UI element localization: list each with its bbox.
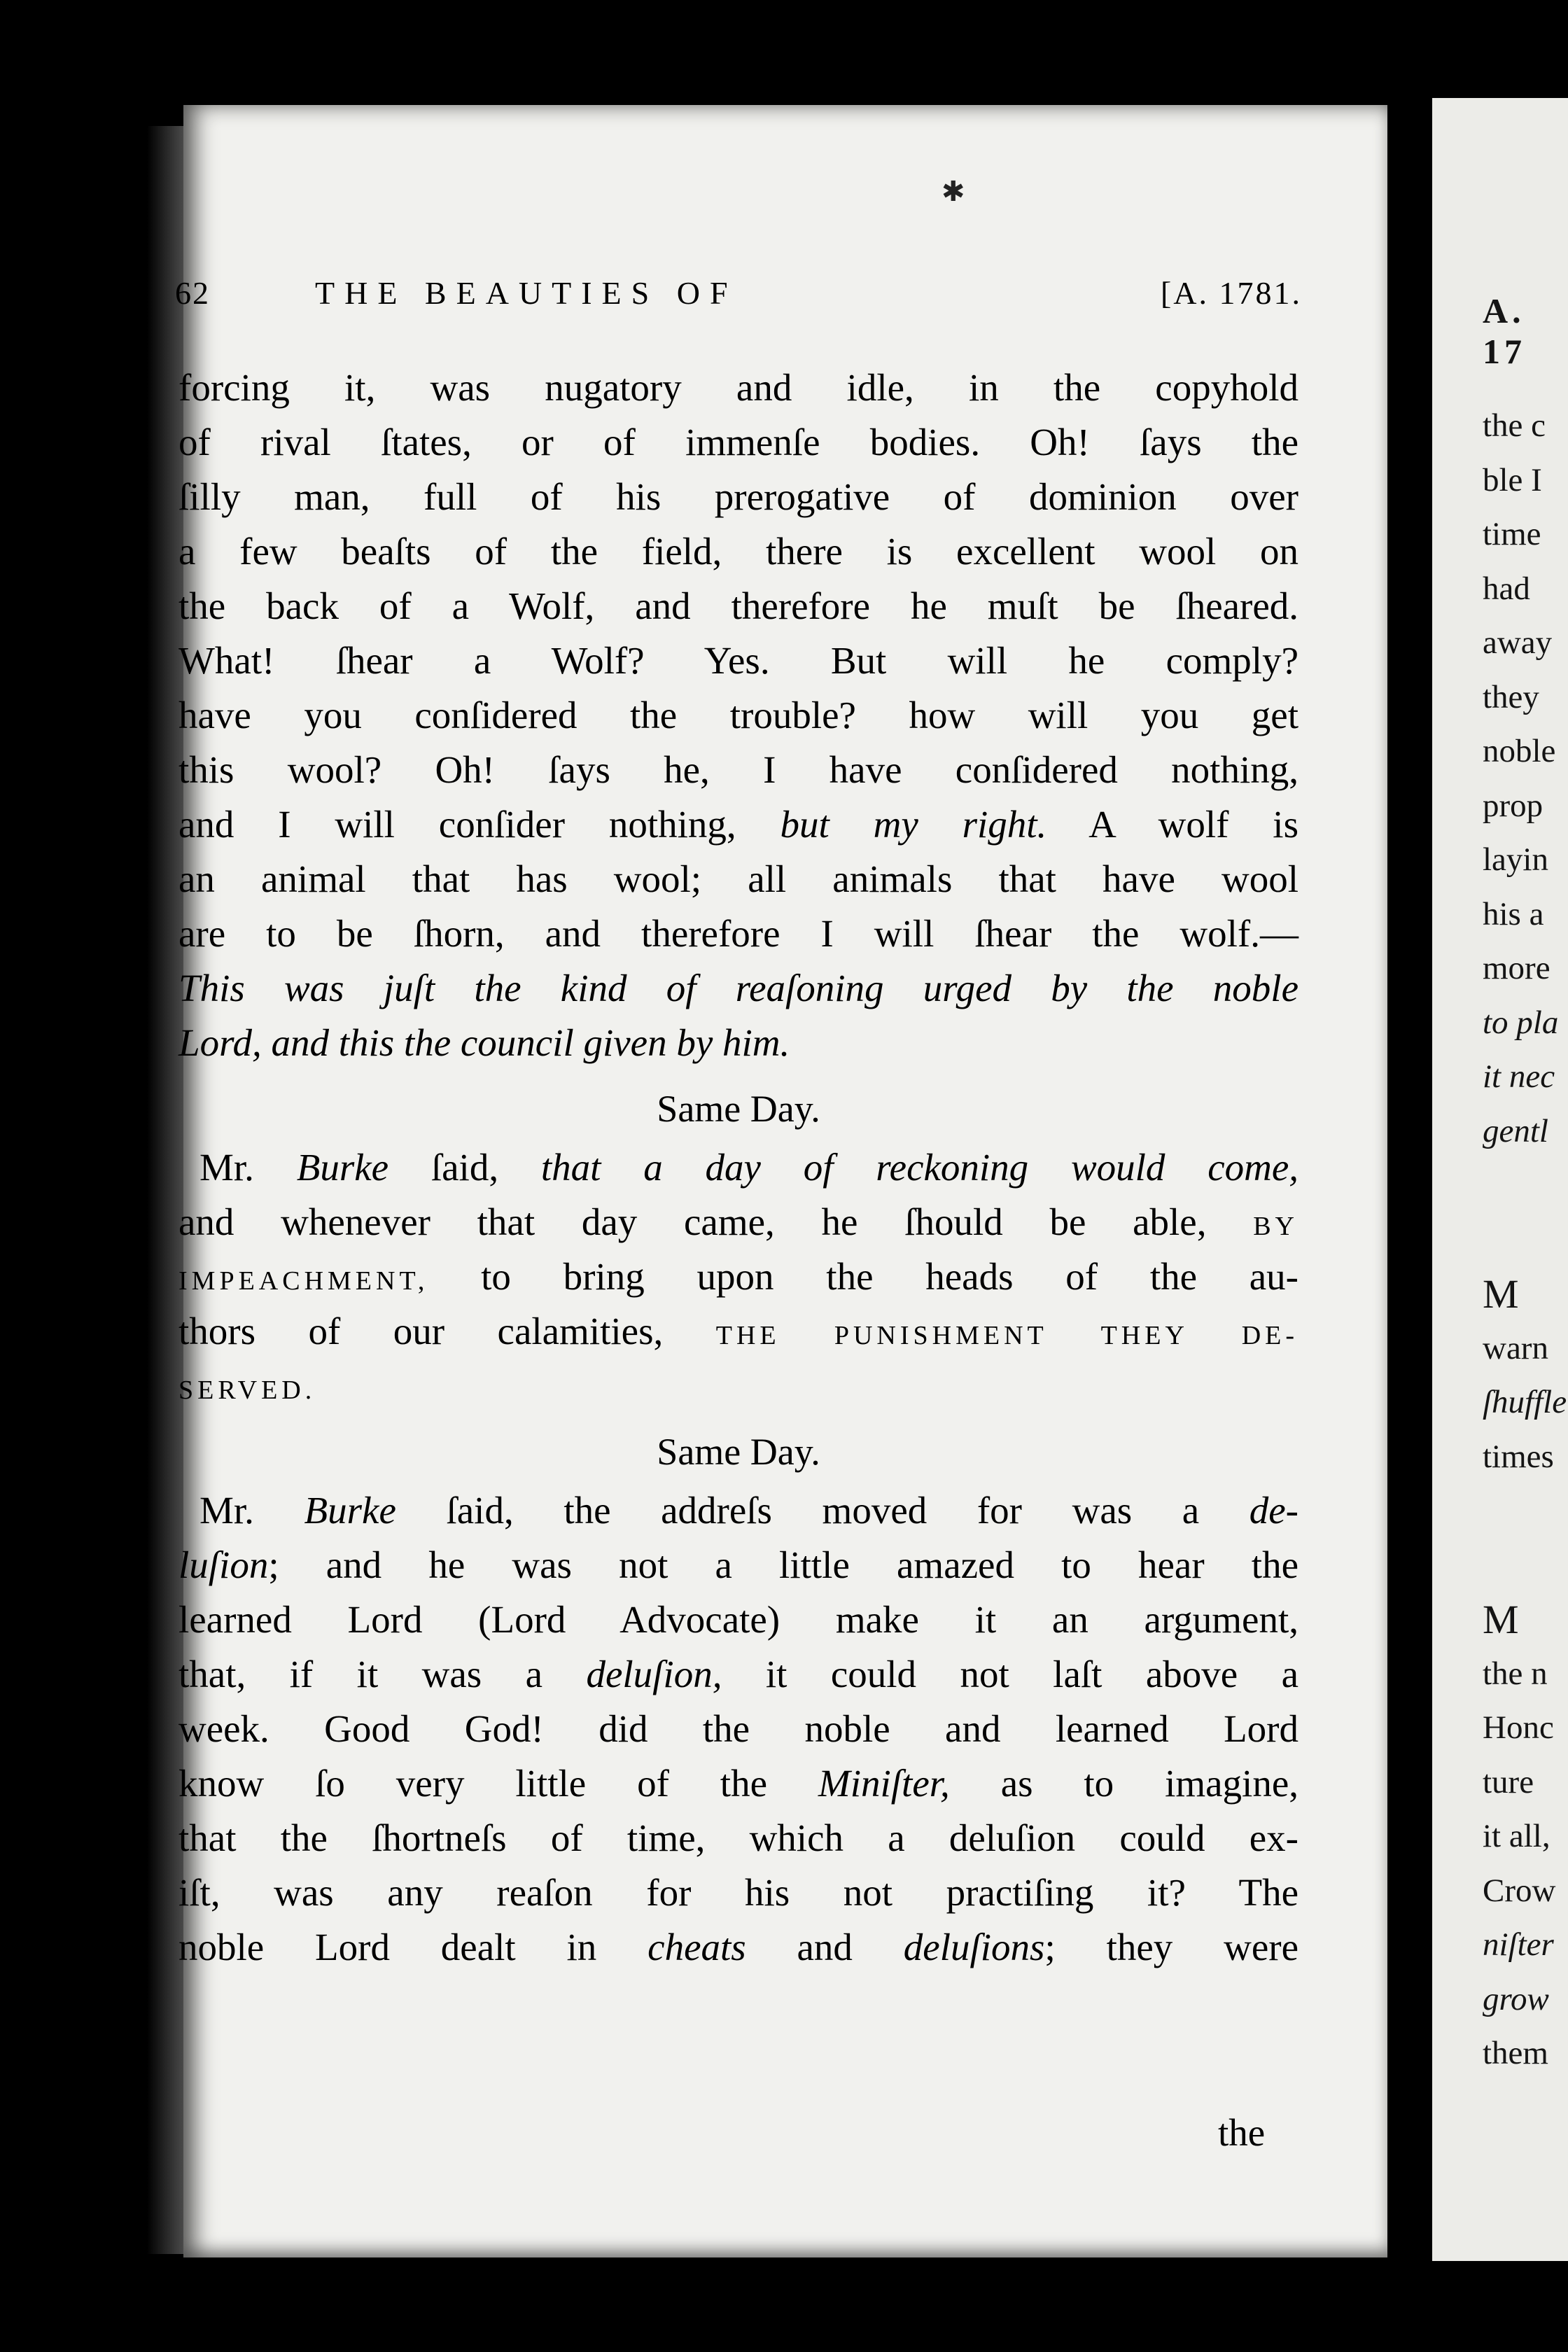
text-line bbox=[178, 1538, 1298, 1592]
text-line: This was juſt the kind of reaſoning urged by the noble bbox=[178, 967, 1298, 1009]
italic-run: cheats bbox=[648, 1926, 746, 1968]
italic-run: that a day of reckoning would come, bbox=[540, 1146, 1299, 1189]
book-gutter bbox=[1387, 98, 1432, 2254]
text-line: iſt, was any reaſon for his not practiſing it? The bbox=[178, 1871, 1298, 1914]
right-line: his a bbox=[1483, 895, 1544, 932]
right-line: more bbox=[1483, 950, 1550, 986]
text-line: an animal that has wool; all animals that have wool bbox=[178, 858, 1298, 900]
right-line: it nec bbox=[1483, 1058, 1555, 1095]
text-line bbox=[178, 1483, 1298, 1538]
right-line: gentl bbox=[1483, 1112, 1548, 1149]
small-caps-run: SERVED. bbox=[178, 1376, 316, 1405]
italic-run: Miniſter, bbox=[818, 1762, 950, 1805]
right-line: ture bbox=[1483, 1763, 1534, 1800]
text-run: ; they were bbox=[1044, 1926, 1298, 1968]
right-page-header: A. 17 bbox=[1483, 291, 1526, 371]
text-run: that, if it was a bbox=[178, 1653, 587, 1695]
small-caps-run: BY bbox=[1253, 1212, 1298, 1241]
text-line: are to be ſhorn, and therefore I will ſhear the wolf.— bbox=[178, 912, 1298, 955]
right-line: niſter bbox=[1483, 1926, 1554, 1963]
italic-run: deluſion, bbox=[586, 1653, 722, 1695]
right-line: the c bbox=[1483, 407, 1546, 444]
text-line bbox=[178, 1304, 1298, 1359]
right-line: layin bbox=[1483, 841, 1548, 878]
text-run: Mr. bbox=[200, 1146, 297, 1189]
text-line: learned Lord (Lord Advocate) make it an argument, bbox=[178, 1598, 1298, 1641]
right-line: them bbox=[1483, 2035, 1548, 2071]
right-line: it all, bbox=[1483, 1818, 1550, 1854]
text-line: Lord, and this the council given by him. bbox=[178, 1021, 790, 1064]
text-line: ſilly man, full of his prerogative of dominion over bbox=[178, 475, 1298, 518]
text-run: know ſo very little of the bbox=[178, 1762, 818, 1805]
right-line: ſhuffle bbox=[1483, 1384, 1567, 1420]
text-line bbox=[178, 1140, 1298, 1195]
text-line bbox=[178, 1920, 1298, 1975]
text-run: and I will conſider nothing, bbox=[178, 803, 780, 846]
speaker-name: Burke bbox=[296, 1146, 389, 1189]
running-header bbox=[175, 274, 1302, 323]
running-title: THE BEAUTIES OF bbox=[315, 275, 738, 311]
text-run: ; and he was not a little amazed to hear the bbox=[268, 1544, 1298, 1586]
text-run: and bbox=[746, 1926, 904, 1968]
right-line: away bbox=[1483, 624, 1553, 661]
section-heading: Same Day. bbox=[657, 1431, 820, 1473]
text-line bbox=[178, 1359, 1298, 1413]
text-line bbox=[178, 1647, 1298, 1702]
right-line: prop bbox=[1483, 787, 1544, 824]
right-line: time bbox=[1483, 516, 1541, 552]
right-line: M bbox=[1483, 1597, 1519, 1642]
section-heading: Same Day. bbox=[657, 1088, 820, 1130]
right-line: the n bbox=[1483, 1655, 1548, 1692]
right-line: Honc bbox=[1483, 1709, 1554, 1746]
text-run: to bring upon the heads of the au- bbox=[428, 1255, 1298, 1298]
right-line: to pla bbox=[1483, 1004, 1559, 1041]
text-line: of rival ſtates, or of immenſe bodies. Oh! ſays the bbox=[178, 421, 1298, 463]
small-caps-run: THE PUNISHMENT THEY DE- bbox=[715, 1321, 1299, 1350]
italic-run: de- bbox=[1249, 1489, 1298, 1532]
text-run: ſaid, bbox=[388, 1146, 541, 1189]
text-line bbox=[178, 797, 1298, 852]
speaker-name: Burke bbox=[304, 1489, 396, 1532]
text-line: that the ſhortneſs of time, which a deluſion could ex- bbox=[178, 1816, 1298, 1859]
right-line: had bbox=[1483, 570, 1530, 607]
text-line: have you conſidered the trouble? how will you get bbox=[178, 694, 1298, 736]
text-run: and whenever that day came, he ſhould be able, bbox=[178, 1200, 1254, 1243]
right-line: ble I bbox=[1483, 461, 1542, 498]
catchword: the bbox=[1218, 2111, 1266, 2154]
right-page-lines bbox=[1483, 399, 1567, 2081]
text-run: thors of our calamities, bbox=[178, 1310, 716, 1352]
text-run: ſaid, the addreſs moved for was a bbox=[396, 1489, 1250, 1532]
right-line: M bbox=[1483, 1271, 1519, 1317]
text-run: Mr. bbox=[200, 1489, 304, 1532]
text-run: as to imagine, bbox=[949, 1762, 1298, 1805]
text-line: a few beaſts of the field, there is excellent wool on bbox=[178, 530, 1298, 573]
right-line: grow bbox=[1483, 1980, 1549, 2017]
text-line: forcing it, was nugatory and idle, in the copyhold bbox=[178, 366, 1298, 409]
right-page-fragment bbox=[1432, 98, 1568, 2261]
ornament-mark: ✱ bbox=[941, 176, 965, 207]
right-line: warn bbox=[1483, 1329, 1548, 1366]
text-run: it could not laſt above a bbox=[722, 1653, 1298, 1695]
page-number: 62 bbox=[175, 275, 210, 311]
text-line: the back of a Wolf, and therefore he muſt be ſheared. bbox=[178, 584, 1298, 627]
page-body bbox=[178, 360, 1298, 1975]
text-line: What! ſhear a Wolf? Yes. But will he comply? bbox=[178, 639, 1298, 682]
italic-run: luſion bbox=[178, 1544, 269, 1586]
italic-run: but my right. bbox=[780, 803, 1047, 846]
text-line: this wool? Oh! ſays he, I have conſidered nothing, bbox=[178, 748, 1298, 791]
text-line: week. Good God! did the noble and learned Lord bbox=[178, 1707, 1298, 1750]
text-run: noble Lord dealt in bbox=[178, 1926, 648, 1968]
text-line bbox=[178, 1756, 1298, 1811]
small-caps-run: IMPEACHMENT, bbox=[178, 1266, 429, 1296]
right-line: noble bbox=[1483, 733, 1556, 769]
italic-run: deluſions bbox=[903, 1926, 1045, 1968]
right-line: times bbox=[1483, 1438, 1554, 1475]
text-run: A wolf is bbox=[1046, 803, 1298, 846]
header-year: [A. 1781. bbox=[1160, 275, 1302, 311]
text-line bbox=[178, 1195, 1298, 1250]
right-line: Crow bbox=[1483, 1872, 1556, 1909]
text-line bbox=[178, 1250, 1298, 1304]
right-line: they bbox=[1483, 678, 1539, 715]
